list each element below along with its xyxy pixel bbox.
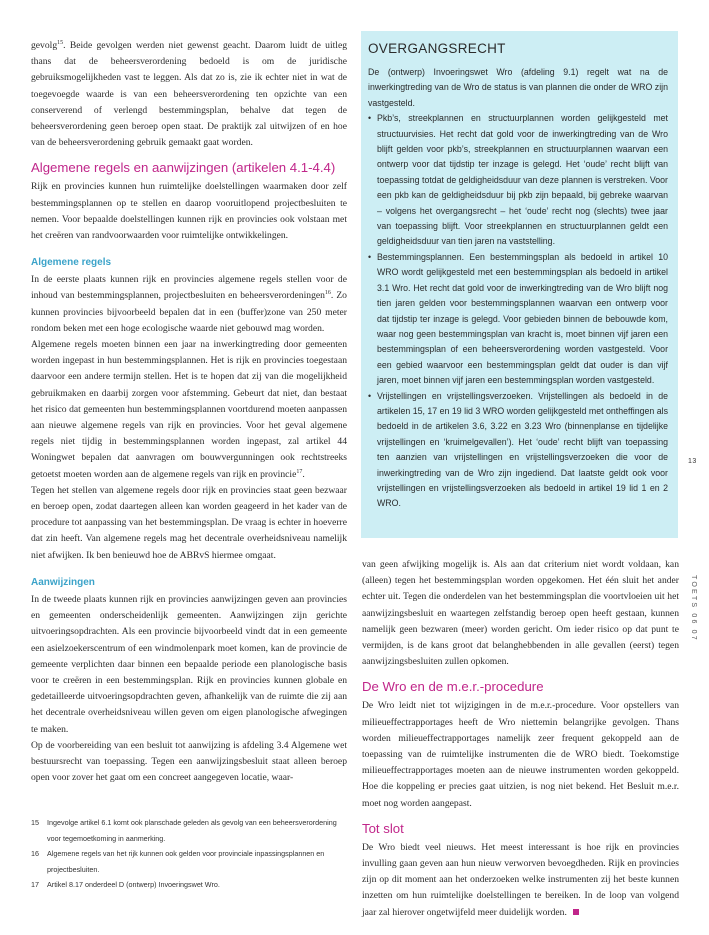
subheading-algemene-regels: Algemene regels bbox=[31, 257, 112, 269]
box-bullet-item: • Vrijstellingen en vrijstellingsverzoeken. Vrijstellingen als bedoeld in de artikelen 15, 17 en 19 lid 3 WRO worden gelijkgesteld met ontheffingen als bedoeld in de artikelen 3.6, 3.22 en 3.23 Wro (binnenplanse en tijdelijke vrijstellingen en ‘kruimelgevallen’). Het ‘oude’ recht blijft van toepassing ten aanzien van vrijstellingen en vrijstellingsverzoeken die voor de inwerkingtreding van de Wro zijn ingediend. Dat laatste geldt ook voor vrijstellingen en vrijstellingsverzoeken als bedoeld in artikel 19 lid 1 en 2 WRO. bbox=[368, 389, 668, 512]
box-bullet-item: • Pkb’s, streekplannen en structuurplannen worden gelijkgesteld met structuurvisies. Het recht dat gold voor de inwerkingtreding van de Wro blijft gelden voor pkb’s, streekplannen en structuurplannen waarvan een ontwerp voor dat tijdstip ter inzage is gelegd. Het ‘oude’ recht blijft van toepassing totdat de geldigheidsduur van deze plannen is verstreken. Voor een pkb kan de geldigheidsduur bij pkb zijn bepaald, bij gebreke waarvan – volgens het overgangsrecht – het ‘oude’ recht nog (slechts) twee jaar van toepassing blijft. Voor streekplannen en structuurplannen geldt een geldigheidsduur van tien jaren na vaststelling. bbox=[368, 111, 668, 250]
left-column bbox=[31, 38, 347, 786]
box-bullet-list bbox=[368, 111, 668, 512]
right-column bbox=[362, 557, 679, 921]
heading-wro-mer: De Wro en de m.e.r.-procedure bbox=[362, 679, 544, 695]
aanwijzingen-paragraph-1: In de tweede plaats kunnen rijk en provincies aanwijzingen geven aan provincies en gemeenten onderscheidenlijk gemeenten. Aanwijzingen zijn gerichte uitvoeringsopdrachten. Als een provincie bijvoorbeeld vindt dat in een gemeente een asielzoekerscentrum of een windmolenpark moet komen, kan de provincie de gemeente verplichten daar binnen een bepaalde periode een planologische basis voor te creëren in een bestemmingsplan. Rijk en provincies kunnen globale en gedetailleerde uitvoeringsopdrachten geven, afhankelijk van de ruimte die zij aan het decentrale overheidsniveau willen geven om eigen planologische afwegingen te maken. bbox=[31, 593, 347, 735]
box-title: OVERGANGSRECHT bbox=[368, 41, 506, 56]
heading-tot-slot: Tot slot bbox=[362, 820, 404, 836]
running-head: TOETS 06 07 bbox=[690, 575, 697, 642]
aanwijzingen-paragraph-2: Op de voorbereiding van een besluit tot aanwijzing is afdeling 3.4 Algemene wet bestuursrecht van toepassing. Tegen een aanwijzingsbesluit staat alleen beroep open voor zover het gaat om een concreet aangegeven locatie, waar- bbox=[31, 739, 347, 784]
mer-paragraph: De Wro leidt niet tot wijzigingen in de m.e.r.-procedure. Voor opstellers van milieueffectrapportages heeft de Wro niettemin belangrijke gevolgen. Thans worden milieueffectrapportages namelijk zeer frequent gekoppeld aan de toepassing van de ruimtelijke instrumenten die de WRO biedt. Toekomstige milieueffectrapportages moeten aan de nieuwe instrumenten worden gekoppeld. Hoe die koppeling er precies gaat uitzien, is nog niet bekend. Het Besluit m.e.r. moet nog worden aangepast. bbox=[362, 700, 679, 809]
subheading-aanwijzingen: Aanwijzingen bbox=[31, 576, 95, 588]
rules-paragraph-1: In de eerste plaats kunnen rijk en provincies algemene regels stellen voor de inhoud van bestemmingsplannen, projectbesluiten en beheersverordeningen$^{16}$. Zo kunnen provincies bijvoorbeeld bepalen dat in een (buffer)zone van 250 meter rondom beken met een hoge ecologische waarde niet gebouwd mag worden. bbox=[31, 274, 347, 334]
footnote-ref-17[interactable]: 17 bbox=[296, 468, 303, 475]
rules-paragraph-2: Algemene regels moeten binnen een jaar na inwerkingtreding door gemeenten worden ingepast in hun bestemmingsplannen. Het is rijk en provincies toegestaan daarvoor een andere termijn stellen. Het is te hopen dat zij van die mogelijkheid gebruikmaken en daarbij zorgen voor afstemming. Gebeurt dat niet, dan bestaat het risico dat gemeenten hun bestemmingsplannen voortdurend moeten aanpassen aan nieuwe algemene regels van rijk en provincies. Voor het geval algemene regels niet tijdig in bestemmingsplannen worden ingepast, zal artikel 44 Woningwet bepalen dat aanvragen om bouwvergunningen ook rechtstreeks getoetst moeten worden aan de algemene regels van rijk en provincie$^{17}$. bbox=[31, 339, 347, 480]
general-paragraph: Rijk en provincies kunnen hun ruimtelijke doelstellingen waarmaken door zelf bestemmingsplannen op te stellen en daarop vooruitlopend projectbesluiten te nemen. Voor bepaalde doelstellingen kunnen rijk en provincies ook volstaan met het creëren van randvoorwaarden voor ruimtelijke ontwikkelingen. bbox=[31, 181, 347, 242]
box-intro: De (ontwerp) Invoeringswet Wro (afdeling 9.1) regelt wat na de inwerkingtreding van de Wro de status is van plannen die onder de WRO zijn vastgesteld. bbox=[368, 67, 668, 108]
overgangsrecht-box bbox=[361, 31, 678, 538]
continued-paragraph: van geen afwijking mogelijk is. Als aan dat criterium niet wordt voldaan, kan (alleen) tegen het bestemmingsplan worden opgekomen. Het één sluit het ander echter uit. Tegen die onderdelen van het bestemmingsplan die voortvloeien uit het aanwijzingsbesluit en waartegen zelfstandig beroep open heeft gestaan, kunnen namelijk geen bezwaren (meer) worden gericht. Om ieder risico op dat punt te vermijden, is de kans groot dat belanghebbenden in alle gevallen (eerst) tegen aanwijzingsbesluiten zullen opkomen. bbox=[362, 559, 679, 668]
footnote-ref-16[interactable]: 16 bbox=[324, 290, 331, 297]
intro-paragraph: gevolg$^{15}$. Beide gevolgen werden niet gewenst geacht. Daarom luidt de uitleg thans dat de beheersverordening bedoeld is om de juridische gebruiksmogelijkheden vast te leggen. Als dat zo is, zie ik echter niet in wat de toegevoegde waarde is van een beheersverordening ten opzichte van een conserverend of verlengd bestemmingsplan, behalve dat tegen de beheersverordening geen beroep open staat. De praktijk zal uitwijzen of en hoe van de beheersverordening gebruik gemaakt gaat worden. bbox=[31, 39, 347, 149]
footnotes bbox=[31, 815, 347, 893]
slot-paragraph: De Wro biedt veel nieuws. Het meest interessant is hoe rijk en provincies invulling gaan geven aan hun nieuw verworven bevoegdheden. Rijk en provincies zijn op dit moment aan het onderzoeken welke instrumenten zij het beste kunnen inzetten om hun ruimtelijke doelstellingen te bereiken. In de loop van volgend jaar zal hierover ongetwijfeld meer duidelijk worden. bbox=[362, 841, 679, 918]
footnote-15: 15 Ingevolge artikel 6.1 komt ook planschade geleden als gevolg van een beheersverordening voor tegemoetkoming in aanmerking. bbox=[31, 818, 337, 843]
footnote-ref-15[interactable]: 15 bbox=[57, 39, 64, 46]
page-number: 13 bbox=[688, 458, 697, 465]
box-bullet-item: • Bestemmingsplannen. Een bestemmingsplan als bedoeld in artikel 10 WRO wordt gelijkgesteld met een bestemmingsplan als bedoeld in artikel 3.1 Wro. Het recht dat gold voor de inwerkingtreding van de Wro blijft nog tien jaren gelden voor bestemmingsplannen waarvan een ontwerp voor dat tijdstip ter inzage is gelegd. Voor gebieden binnen de bebouwde kom, waar nog geen bestemmingsplan van kracht is, moet binnen vijf jaren een bestemmingsplan of een beheersverordening worden vastgesteld. Voor een gebied waarvoor een bestemmingsplan geldt dat ouder is dan vijf jaren, moet binnen vijf jaren een bestemmingsplan worden vastgesteld. bbox=[368, 250, 668, 389]
end-mark-icon bbox=[573, 909, 579, 915]
rules-paragraph-3: Tegen het stellen van algemene regels door rijk en provincies staat geen bezwaar en beroep open, zodat daartegen alleen kan worden geageerd in het kader van de procedure tot aanpassing van het bestemmingsplan. De vraag is echter in hoeverre dat zin heeft. Van algemene regels mag het decentrale overheidsniveau namelijk niet afwijken. Ik ben benieuwd hoe de ABRvS hiermee omgaat. bbox=[31, 484, 347, 561]
heading-algemene-regels-aanwijzingen: Algemene regels en aanwijzingen (artikelen 4.1-4.4) bbox=[31, 160, 336, 176]
footnote-17: 17 Artikel 8.17 onderdeel D (ontwerp) Invoeringswet Wro. bbox=[31, 880, 220, 889]
footnote-16: 16 Algemene regels van het rijk kunnen ook gelden voor provinciale inpassingsplannen en projectbesluiten. bbox=[31, 849, 325, 874]
